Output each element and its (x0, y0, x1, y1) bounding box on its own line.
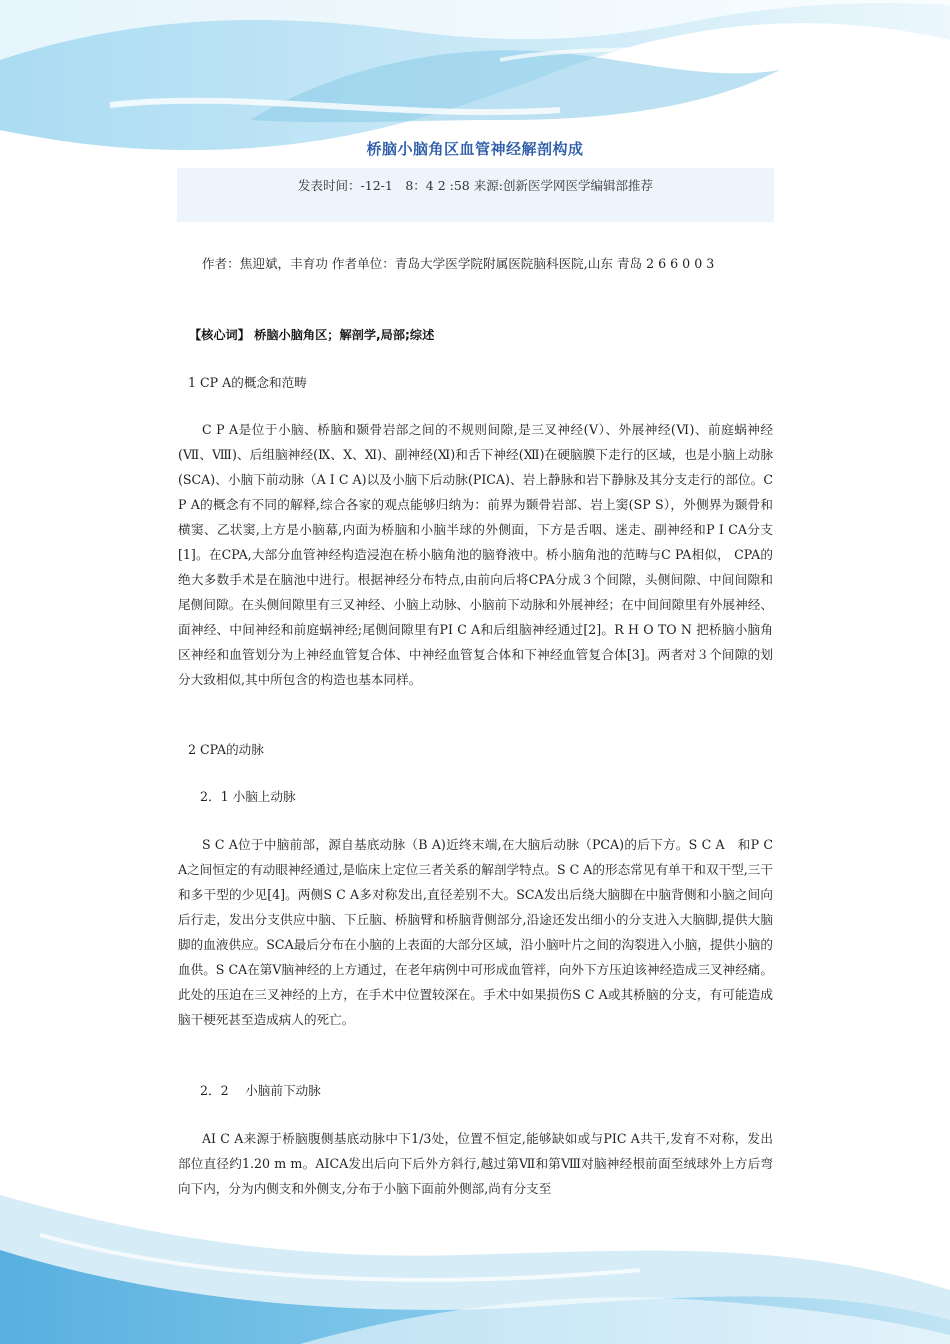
section-2-2-paragraph: AI C A来源于桥脑腹侧基底动脉中下1/3处，位置不恒定,能够缺如或与PIC A共干,发育不对称，发出部位直径约1.20 m m。AICA发出后向下后外方斜行,越过第Ⅶ和第Ⅷ对脑神经根前面至绒球外上方后弯向下内，分为内侧支和外侧支,分布于小脑下面前外侧部,尚有分支至 (178, 1131, 773, 1196)
section-2-1-paragraph: S C A位于中脑前部，源自基底动脉（B A)近终末端,在大脑后动脉（PCA)的后下方。S C A 和P C A之间恒定的有动眼神经通过,是临床上定位三者关系的解剖学特点。S C A的形态常见有单干和双干型,三干和多干型的少见[4]。两侧S C A多对称发出,直径差别不大。SCA发出后绕大脑脚在中脑背侧和小脑之间向后行走，发出分支供应中脑、下丘脑、桥脑臂和桥脑背侧部分,沿途还发出细小的分支进入大脑脚,提供大脑脚的血液供应。SCA最后分布在小脑的上表面的大部分区域，沿小脑叶片之间的沟裂进入小脑，提供小脑的血供。S CA在第Ⅴ脑神经的上方通过，在老年病例中可形成血管袢，向外下方压迫该神经造成三叉神经痛。此处的压迫在三叉神经的上方，在手术中位置较深在。手术中如果损伤S C A或其桥脑的分支，有可能造成脑干梗死甚至造成病人的死亡。 (178, 837, 773, 1027)
article-title: 桥脑小脑角区血管神经解剖构成 (366, 140, 584, 158)
author-info: 作者：焦迎斌，丰育功 作者单位：青岛大学医学院附属医院脑科医院,山东 青岛 2 6 6 0 0 3 (201, 256, 715, 271)
section-2-2-heading: 2．2 小脑前下动脉 (200, 1083, 321, 1098)
keywords: 【核心词】 桥脑小脑角区；解剖学,局部;综述 (189, 328, 435, 342)
section-2-heading: 2 CPA的动脉 (188, 742, 264, 757)
section-2-1-heading: 2．1 小脑上动脉 (200, 789, 296, 804)
section-1-paragraph: C P A是位于小脑、桥脑和颞骨岩部之间的不规则间隙,是三叉神经(Ⅴ）、外展神经(Ⅵ)、前庭蜗神经(Ⅶ、Ⅷ)、后组脑神经(Ⅸ、Ⅹ、Ⅺ)、副神经(Ⅺ)和舌下神经(Ⅻ)在硬脑膜下走行的区域，也是小脑上动脉(SCA)、小脑下前动脉（A I C A)以及小脑下后动脉(PICA)、岩上静脉和岩下静脉及其分支走行的部位。C P A的概念有不同的解释,综合各家的观点能够归纳为：前界为颞骨岩部、岩上窦(SP S），外侧界为颞骨和横窦、乙状窦,上方是小脑幕,内面为桥脑和小脑半球的外侧面，下方是舌咽、迷走、副神经和P I CA分支[1]。在CPA,大部分血管神经构造浸泡在桥小脑角池的脑脊液中。桥小脑角池的范畴与C PA相似， CPA的绝大多数手术是在脑池中进行。根据神经分布特点,由前向后将CPA分成３个间隙，头侧间隙、中间间隙和尾侧间隙。在头侧间隙里有三叉神经、小脑上动脉、小脑前下动脉和外展神经；在中间间隙里有外展神经、面神经、中间神经和前庭蜗神经;尾侧间隙里有PI C A和后组脑神经通过[2]。R H O TO N 把桥脑小脑角区神经和血管划分为上神经血管复合体、中神经血管复合体和下神经血管复合体[3]。两者对３个间隙的划分大致相似,其中所包含的构造也基本同样。 (178, 422, 773, 687)
section-1-heading: 1 CP A的概念和范畴 (188, 375, 307, 390)
meta-box (177, 168, 774, 222)
publish-meta: 发表时间：-12-1 8：4 2 :58 来源:创新医学网医学编辑部推荐 (298, 178, 653, 193)
